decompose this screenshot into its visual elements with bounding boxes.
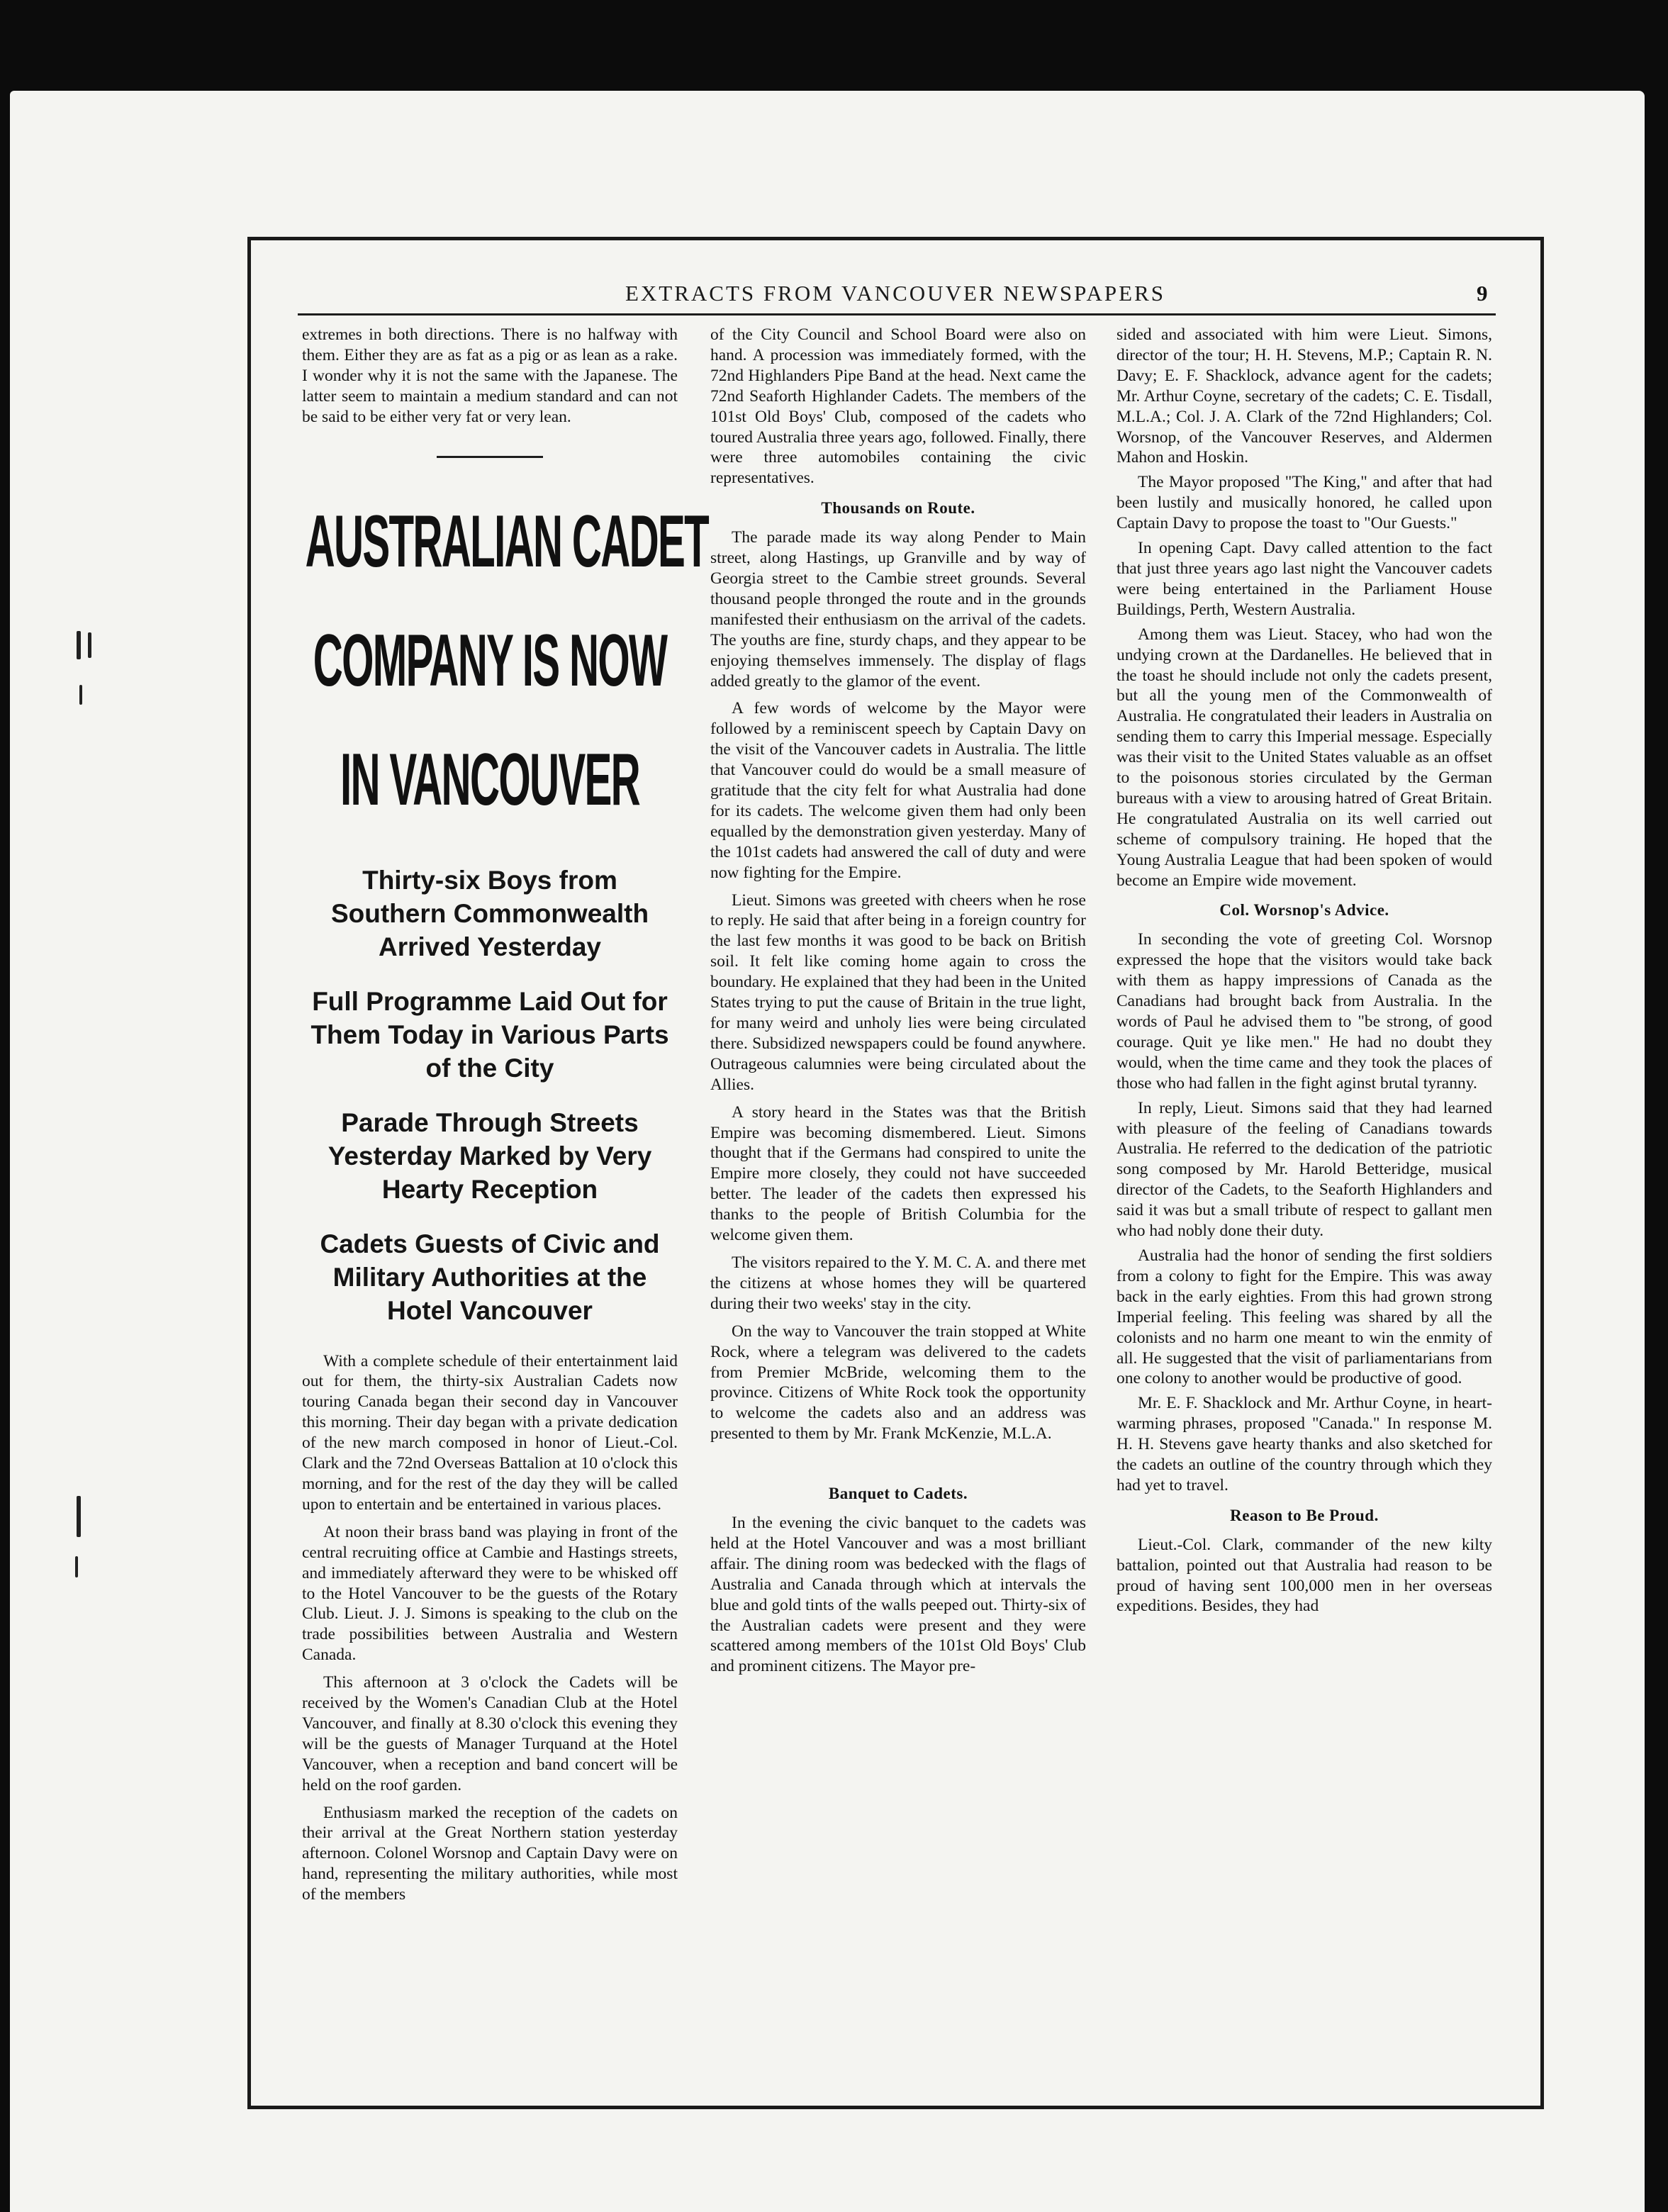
column-3 (1116, 325, 1492, 1621)
article-paragraph: In opening Capt. Davy called attention to the fact that just three years ago last night the Vancouver cadets were being entertained in the Parliament House Buildings, Perth, Western Australia. (1116, 539, 1492, 619)
article-paragraph: Among them was Lieut. Stacey, who had won the undying crown at the Dardanelles. He believed that in the toast he should include not only the cadets present, but all the young men of the Commonwealth of Australia. He congratulated their leaders in Australia on sending them to carry this Imperial message. Especially was their visit to the United States valuable as an offset to the poisonous stories circulated by the German bureaus with a view to arousing hatred of Great Britain. He congratulated Australia on its well carried out scheme of compulsory training. He hoped that the Young Australia League that had been spoken of would become an Empire wide movement. (1116, 625, 1492, 890)
running-title: EXTRACTS FROM VANCOUVER NEWSPAPERS (625, 281, 1166, 306)
article-paragraph: The Mayor proposed "The King," and after that had been lustily and musically honored, he called upon Captain Davy to propose the toast to "Our Guests." (1116, 473, 1492, 533)
subheading: Col. Worsnop's Advice. (1219, 901, 1389, 920)
article-paragraph: In the evening the civic banquet to the cadets was held at the Hotel Vancouver and was a most brilliant affair. The dining room was bedecked with the flags of Australia and Canada through which at intervals the blue and gold tints of the walls peeped out. Thirty-six of the Australian cadets were present and they were scattered among members of the 101st Old Boys' Club and prominent citizens. The Mayor pre- (710, 1514, 1086, 1676)
article-paragraph: Mr. E. F. Shacklock and Mr. Arthur Coyne, in heart-warming phrases, proposed "Canada." In response M. H. H. Stevens gave hearty thanks and also sketched for the cadets an outline of the country through which they had yet to travel. (1116, 1394, 1492, 1495)
column-1 (302, 325, 709, 1912)
article-paragraph: Lieut. Simons was greeted with cheers when he rose to reply. He said that after being in a foreign country for the last few months it was good to be back on British soil. It felt like coming home again to cross the boundary. He explained that they had been in the United States trying to put the cause of Britain in the true light, for many weird and unholy lies were being circulated there. Subsidized newspapers could be found anywhere. Outrageous calumnies were being circulated about the Allies. (710, 890, 1086, 1094)
article-paragraph: In reply, Lieut. Simons said that they had learned with pleasure of the feeling of Canadians towards Australia. He referred to the dedication of the patriotic song composed by Mr. Harold Betteridge, musical director of the Cadets, to the Seaforth Highlanders and said it was but a small tribute of respect to gallant men who had nobly done their duty. (1116, 1098, 1492, 1241)
article-paragraph: Lieut.-Col. Clark, commander of the new kilty battalion, pointed out that Australia had reason to be proud of having sent 100,000 men in her overseas expeditions. Besides, they had (1116, 1535, 1492, 1616)
article-paragraph: This afternoon at 3 o'clock the Cadets will be received by the Women's Canadian Club at the Hotel Vancouver, and finally at 8.30 o'clock this evening they will be the guests of Manager Turquand at the Hotel Vancouver, when a reception and band concert will be held on the roof garden. (302, 1673, 678, 1794)
deck-heading: Cadets Guests of Civic and Military Authorities at the Hotel Vancouver (320, 1229, 660, 1325)
article-separator-rule (437, 456, 543, 458)
article-paragraph: extremes in both directions. There is no halfway with them. Either they are as fat as a pig or as lean as a rake. I wonder why it is not the same with the Japanese. The latter seem to maintain a medium standard and can not be said to be either very fat or very lean. (302, 325, 678, 426)
article-paragraph: The parade made its way along Pender to Main street, along Hastings, up Granville and by way of Georgia street to the Cambie street grounds. Several thousand people thronged the route and in the grounds manifested their enthusiasm on the arrival of the cadets. The youths are fine, sturdy chaps, and they appear to be enjoying themselves immensely. The display of flags added greatly to the glamor of the event. (710, 528, 1086, 691)
margin-mark (75, 1556, 78, 1577)
headline-line-2: COMPANY IS NOW (313, 619, 667, 702)
article-paragraph: With a complete schedule of their entertainment laid out for them, the thirty-six Australian Cadets now touring Canada began their second day in Vancouver this morning. Their day began with a private dedication of the new march composed in honor of Lieut.-Col. Clark and the 72nd Overseas Battalion at 10 o'clock this morning, and for the rest of the day they will be called upon to entertain and be entertained in various places. (302, 1351, 678, 1514)
subheading: Banquet to Cadets. (828, 1485, 968, 1503)
article-paragraph: Enthusiasm marked the reception of the cadets on their arrival at the Great Northern station yesterday afternoon. Colonel Worsnop and Captain Davy were on hand, representing the military authorities, while most of the members (302, 1803, 678, 1904)
article-paragraph: A story heard in the States was that the British Empire was becoming dismembered. Lieut. Simons thought that if the Germans had conspired to unite the Empire more closely, they could not have succeeded better. The leader of the cadets then expressed his thanks to the people of British Columbia for the welcome given them. (710, 1102, 1086, 1245)
article-paragraph: The visitors repaired to the Y. M. C. A. and there met the citizens at whose homes they will be quartered during their two weeks' stay in the city. (710, 1253, 1086, 1313)
margin-mark (79, 685, 82, 705)
column-2 (710, 325, 1086, 1684)
article-paragraph: A few words of welcome by the Mayor were followed by a reminiscent speech by Captain Davy on the visit of the Vancouver cadets in Australia. The little that Vancouver could do would be a small measure of gratitude that the city felt for what Australia had done for its cadets. The welcome given them had only been equalled by the demonstration given yesterday. Many of the 101st cadets had answered the call of duty and were now fighting for the Empire. (710, 699, 1086, 882)
article-paragraph: Australia had the honor of sending the first soldiers from a colony to fight for the Empire. This was away back in the early eighties. From this had grown strong Imperial feeling. This feeling was shared by all the colonists and no harm one meant to win the enmity of all. He suggested that the visit of parliamentarians from one colony to another would be productive of good. (1116, 1246, 1492, 1388)
headline-line-3: IN VANCOUVER (340, 738, 640, 821)
deck-heading: Parade Through Streets Yesterday Marked by Very Hearty Reception (328, 1107, 652, 1204)
article-paragraph: In seconding the vote of greeting Col. Worsnop expressed the hope that the visitors would take back with them as happy impressions of Canada as the Canadians had brought back from Australia. In the words of Paul he advised them to "be strong, of good courage. Quit ye like men." He had no doubt they would, when the time came and they took the places of those who had fallen in the fight aginst brutal tyranny. (1116, 930, 1492, 1093)
margin-mark (77, 631, 81, 659)
subheading: Reason to Be Proud. (1230, 1506, 1379, 1524)
subheading: Thousands on Route. (821, 499, 975, 518)
article-paragraph: On the way to Vancouver the train stopped at White Rock, where a telegram was delivered to the cadets from Premier McBride, welcoming them to the province. Citizens of White Rock took the opportunity to welcome the cadets also and an address was presented to them by Mr. Frank McKenzie, M.L.A. (710, 1322, 1086, 1443)
article-paragraph: sided and associated with him were Lieut. Simons, director of the tour; H. H. Stevens, M.P.; Captain R. N. Davy; E. F. Shacklock, advance agent for the cadets; Mr. Arthur Coyne, secretary of the cadets; C. E. Tisdall, M.L.A.; Col. J. A. Clark of the 72nd Highlanders; Col. Worsnop, of the Vancouver Reserves, and Aldermen Mahon and Hoskin. (1116, 325, 1492, 467)
header-rule (298, 313, 1496, 315)
headline-line-1: AUSTRALIAN CADET (305, 500, 709, 583)
deck-heading: Full Programme Laid Out for Them Today in Various Parts of the City (310, 986, 669, 1083)
article-paragraph: At noon their brass band was playing in front of the central recruiting office at Cambie and Hastings streets, and immediately afterward they were to be whisked off to the Hotel Vancouver to be the guests of the Rotary Club. Lieut. J. J. Simons is speaking to the club on the trade possibilities between Australia and Western Canada. (302, 1522, 678, 1665)
margin-mark (77, 1496, 81, 1537)
page-number: 9 (1477, 281, 1488, 306)
article-paragraph: of the City Council and School Board were also on hand. A procession was immediately formed, with the 72nd Highlanders Pipe Band at the head. Next came the 72nd Seaforth Highlander Cadets. The members of the 101st Old Boys' Club, composed of the cadets who toured Australia three years ago, followed. Finally, there were three automobiles containing the civic representatives. (710, 325, 1086, 488)
deck-heading: Thirty-six Boys from Southern Commonwealth Arrived Yesterday (330, 865, 649, 961)
margin-mark (88, 632, 91, 658)
